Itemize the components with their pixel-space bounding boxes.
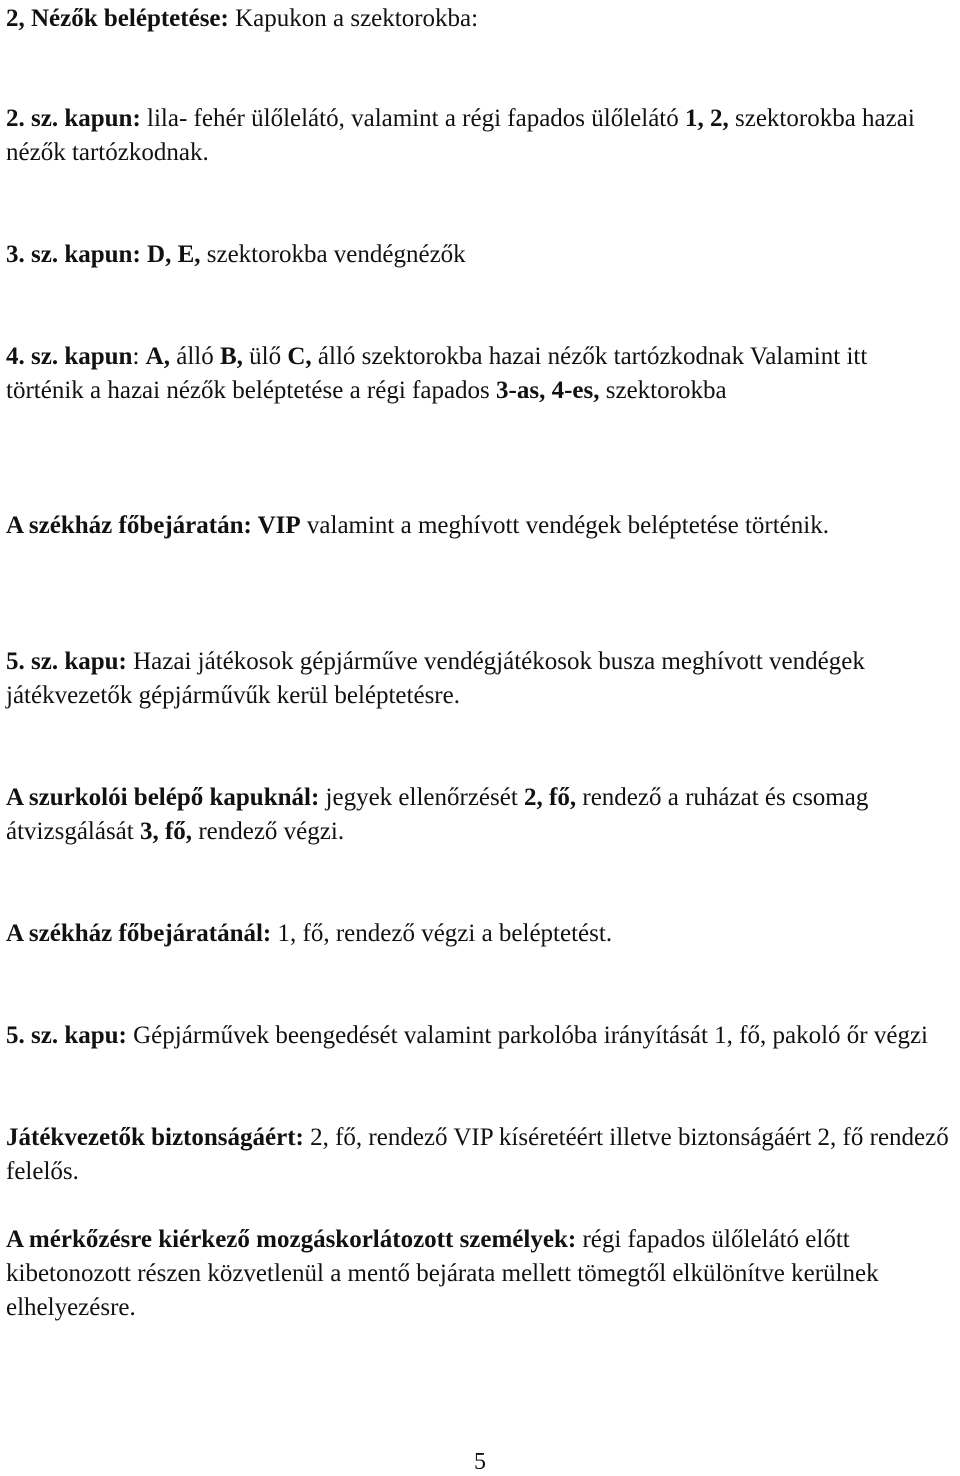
gate2-label: 2. sz. kapun: (6, 105, 141, 132)
paragraph-gate-5-vehicles (6, 1019, 928, 1053)
paragraph-gate-4 (6, 340, 951, 408)
fan-gates-count-1: 2, fő, (524, 784, 577, 811)
fan-gates-count-2: 3, fő, (139, 818, 193, 845)
gate5-players-text: Hazai játékosok gépjárműve vendégjátékosok busza meghívott vendégek játékvezetők gépjárművűk kerül beléptetésre. (6, 648, 865, 709)
gate4-label: 4. sz. kapun (6, 343, 133, 370)
fan-gates-text-3: rendező végzi. (192, 818, 345, 845)
gate2-text-end: szektorokba hazai nézők tartózkodnak. (6, 105, 915, 166)
gate2-text: lila- fehér ülőlelátó, valamint a régi fapados ülőlelátó (140, 105, 686, 132)
gate4-sectors-3-4: 3-as, 4-es, (496, 377, 600, 404)
paragraph-referees (6, 1121, 951, 1189)
hq-entrance-label: A székház főbejáratánál: (6, 920, 272, 947)
hq-vip-label: A székház főbejáratán: VIP (6, 512, 301, 539)
gate3-label: 3. sz. kapun: D, E, (6, 241, 201, 268)
gate4-text-1: : (132, 343, 146, 370)
gate5-vehicles-label: 5. sz. kapu: (6, 1022, 127, 1049)
paragraph-gate-5-players (6, 645, 951, 713)
gate4-sector-c: C, (287, 343, 312, 370)
paragraph-gate-3 (6, 238, 466, 272)
referees-label: Játékvezetők biztonságáért: (6, 1124, 304, 1151)
gate5-players-label: 5. sz. kapu: (6, 648, 127, 675)
gate5-vehicles-text: Gépjárművek beengedését valamint parkolóba irányítását 1, fő, pakoló őr végzi (126, 1022, 928, 1049)
paragraph-hq-entrance (6, 917, 612, 951)
disabled-label: A mérkőzésre kiérkező mozgáskorlátozott személyek: (6, 1226, 577, 1253)
section-heading (6, 2, 478, 36)
fan-gates-text-2: rendező a ruházat és csomag átvizsgálását (6, 784, 869, 845)
paragraph-disabled-spectators (6, 1223, 951, 1325)
fan-gates-text-1: jegyek ellenőrzését (319, 784, 525, 811)
fan-gates-label: A szurkolói belépő kapuknál: (6, 784, 320, 811)
paragraph-fan-gates (6, 781, 951, 849)
paragraph-gate-2 (6, 102, 951, 170)
paragraph-hq-vip (6, 509, 829, 543)
gate4-text-5: szektorokba (599, 377, 727, 404)
heading-text: Kapukon a szektorokba: (228, 5, 479, 32)
hq-entrance-text: 1, fő, rendező végzi a beléptetést. (271, 920, 613, 947)
gate4-text-4: álló szektorokba hazai nézők tartózkodnak Valamint itt történik a hazai nézők beléptetése a régi fapados (6, 343, 868, 404)
hq-vip-text: valamint a meghívott vendégek beléptetése történik. (300, 512, 829, 539)
gate3-text: szektorokba vendégnézők (200, 241, 466, 268)
referees-text: 2, fő, rendező VIP kíséretéért illetve biztonságáért 2, fő rendező felelős. (6, 1124, 949, 1185)
disabled-text: régi fapados ülőlelátó előtt kibetonozott részen közvetlenül a mentő bejárata mellett tömegtől elkülönítve kerülnek elhelyezésre. (6, 1226, 879, 1321)
gate4-text-3: ülő (242, 343, 288, 370)
gate2-sectors: 1, 2, (685, 105, 729, 132)
page-number: 5 (474, 1449, 486, 1475)
heading-bold: 2, Nézők beléptetése: (6, 5, 229, 32)
gate4-sector-a: A, (145, 343, 170, 370)
gate4-sector-b: B, (219, 343, 243, 370)
gate4-text-2: álló (169, 343, 220, 370)
